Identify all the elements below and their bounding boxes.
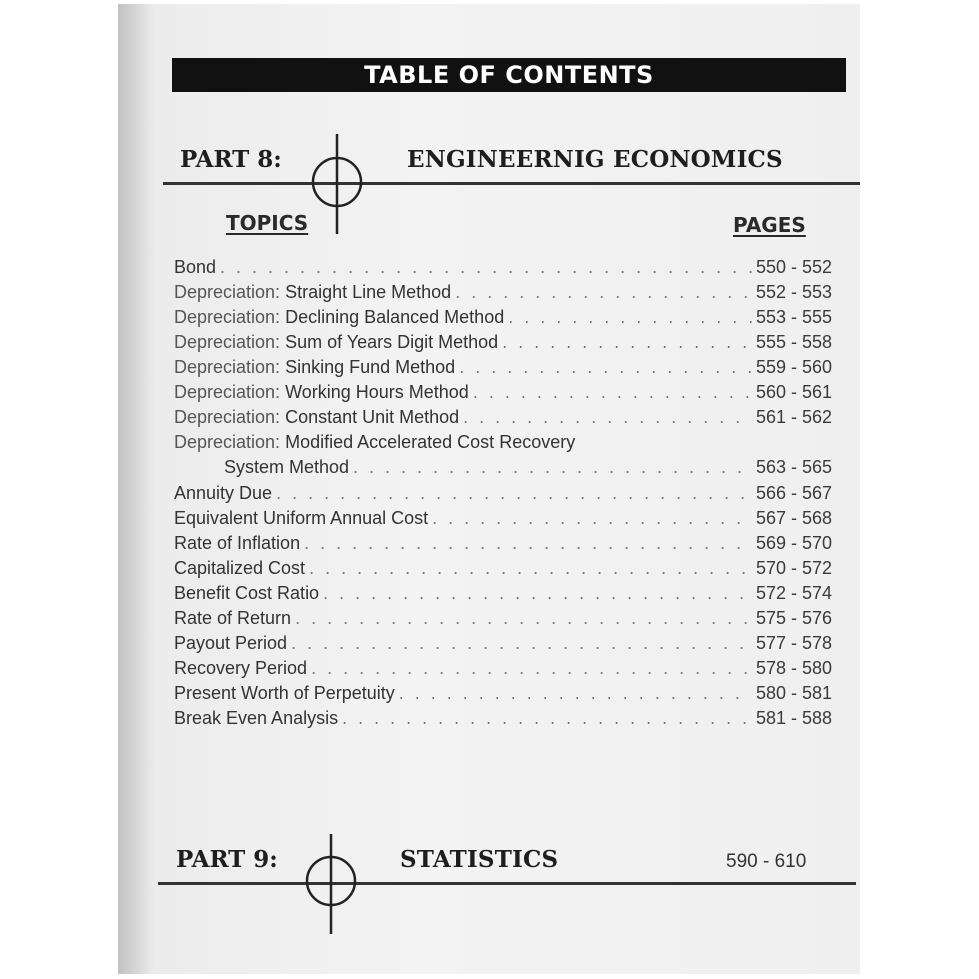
toc-entry-rate-of-inflation xyxy=(174,533,832,558)
toc-entry-pages: 552 - 553 xyxy=(755,282,832,302)
toc-entry-prefix: Depreciation: xyxy=(174,332,281,352)
toc-entry-title xyxy=(174,382,469,403)
toc-entry-name: Declining Balanced Method xyxy=(285,307,505,327)
toc-entry-name: Constant Unit Method xyxy=(285,407,460,427)
part-8-label: PART 8: xyxy=(180,146,282,173)
toc-entry-rate-of-return xyxy=(174,608,832,633)
crosshair-icon xyxy=(306,134,368,234)
dot-leader xyxy=(304,533,752,554)
part-9-rule xyxy=(158,882,856,885)
toc-entry-title: Benefit Cost Ratio xyxy=(174,583,320,603)
toc-entry-title: Recovery Period xyxy=(174,658,308,678)
toc-entry-present-worth-perpetuity xyxy=(174,683,832,708)
toc-entry-title xyxy=(174,307,504,328)
toc-entry-title: Capitalized Cost xyxy=(174,558,306,578)
toc-entry-title xyxy=(174,407,459,428)
dot-leader xyxy=(276,483,752,504)
toc-entry-title: Rate of Inflation xyxy=(174,533,301,553)
toc-entry-recovery-period xyxy=(174,658,832,683)
toc-entry-pages: 553 - 555 xyxy=(755,307,832,327)
toc-entry-declining-balanced xyxy=(174,307,832,332)
dot-leader xyxy=(459,357,752,378)
toc-entry-constant-unit xyxy=(174,407,832,432)
toc-entry-pages: 561 - 562 xyxy=(755,407,832,427)
dot-leader xyxy=(309,558,752,579)
toc-entry-title: System Method xyxy=(224,457,350,477)
toc-entry-macrs xyxy=(174,432,832,457)
toc-entry-title xyxy=(174,357,455,378)
toc-entry-title: Break Even Analysis xyxy=(174,708,339,728)
toc-entry-pages: 578 - 580 xyxy=(755,658,832,678)
dot-leader xyxy=(323,583,752,604)
dot-leader xyxy=(399,683,752,704)
toc-entry-sum-of-years xyxy=(174,332,832,357)
toc-entry-benefit-cost-ratio xyxy=(174,583,832,608)
toc-entry-pages: 555 - 558 xyxy=(755,332,832,352)
toc-entry-pages: 567 - 568 xyxy=(755,508,832,528)
toc-entry-title xyxy=(174,332,498,353)
toc-entry-title: Payout Period xyxy=(174,633,288,653)
dot-leader xyxy=(220,257,752,278)
toc-entry-prefix: Depreciation: xyxy=(174,382,281,402)
dot-leader xyxy=(508,307,752,328)
toc-entry-payout-period xyxy=(174,633,832,658)
toc-entry-pages: 560 - 561 xyxy=(755,382,832,402)
toc-entry-pages: 559 - 560 xyxy=(755,357,832,377)
toc-entry-title: Annuity Due xyxy=(174,483,273,503)
toc-entry-name: Working Hours Method xyxy=(285,382,469,402)
toc-entry-name: Straight Line Method xyxy=(285,282,452,302)
toc-entry-name: Sum of Years Digit Method xyxy=(285,332,499,352)
part-9-pages: 590 - 610 xyxy=(726,851,807,872)
toc-entry-title xyxy=(174,282,451,303)
toc-entry-prefix: Depreciation: xyxy=(174,282,281,302)
toc-entry-title: Bond xyxy=(174,257,217,277)
toc-entry-pages: 580 - 581 xyxy=(755,683,832,703)
dot-leader xyxy=(463,407,752,428)
part-8-rule xyxy=(163,182,860,185)
toc-entry-pages: 566 - 567 xyxy=(755,483,832,503)
page-binding-shadow xyxy=(118,4,154,974)
toc-entry-prefix: Depreciation: xyxy=(174,307,281,327)
toc-entry-title xyxy=(174,432,575,453)
part-9-title: STATISTICS xyxy=(400,846,559,873)
toc-entry-pages: 581 - 588 xyxy=(755,708,832,728)
crosshair-icon xyxy=(300,834,362,934)
toc-entry-pages: 572 - 574 xyxy=(755,583,832,603)
toc-entry-pages: 570 - 572 xyxy=(755,558,832,578)
toc-entry-capitalized-cost xyxy=(174,558,832,583)
dot-leader xyxy=(342,708,752,729)
toc-entry-macrs-continued xyxy=(174,457,832,482)
toc-entry-prefix: Depreciation: xyxy=(174,407,281,427)
page-title-banner xyxy=(172,58,846,92)
toc-entry-sinking-fund xyxy=(174,357,832,382)
toc-entry-break-even-analysis xyxy=(174,708,832,733)
dot-leader xyxy=(311,658,752,679)
dot-leader xyxy=(291,633,752,654)
toc-entry-pages: 563 - 565 xyxy=(755,457,832,477)
dot-leader xyxy=(455,282,752,303)
part-9-label: PART 9: xyxy=(176,846,278,873)
dot-leader xyxy=(432,508,752,529)
toc-entry-bond xyxy=(174,257,832,282)
toc-entry-name: Sinking Fund Method xyxy=(285,357,456,377)
part-8-title: ENGINEERNIG ECONOMICS xyxy=(407,146,783,173)
toc-entry-title: Rate of Return xyxy=(174,608,292,628)
pages-column-header: PAGES xyxy=(733,213,806,237)
dot-leader xyxy=(473,382,752,403)
toc-entry-working-hours xyxy=(174,382,832,407)
toc-entry-prefix: Depreciation: xyxy=(174,432,281,452)
toc-entry-straight-line xyxy=(174,282,832,307)
toc-entry-euac xyxy=(174,508,832,533)
toc-entry-prefix: Depreciation: xyxy=(174,357,281,377)
topics-column-header: TOPICS xyxy=(226,211,309,235)
toc-entry-title: Present Worth of Perpetuity xyxy=(174,683,395,703)
toc-entry-name: Modified Accelerated Cost Recovery xyxy=(285,432,576,452)
toc-entry-pages: 569 - 570 xyxy=(755,533,832,553)
toc-entry-annuity-due xyxy=(174,483,832,508)
dot-leader xyxy=(502,332,752,353)
toc-entry-pages: 575 - 576 xyxy=(755,608,832,628)
dot-leader xyxy=(295,608,752,629)
page-title: TABLE OF CONTENTS xyxy=(364,61,654,89)
toc-entry-pages: 577 - 578 xyxy=(755,633,832,653)
dot-leader xyxy=(353,457,752,478)
toc-entry-title: Equivalent Uniform Annual Cost xyxy=(174,508,429,528)
toc-entry-pages: 550 - 552 xyxy=(755,257,832,277)
